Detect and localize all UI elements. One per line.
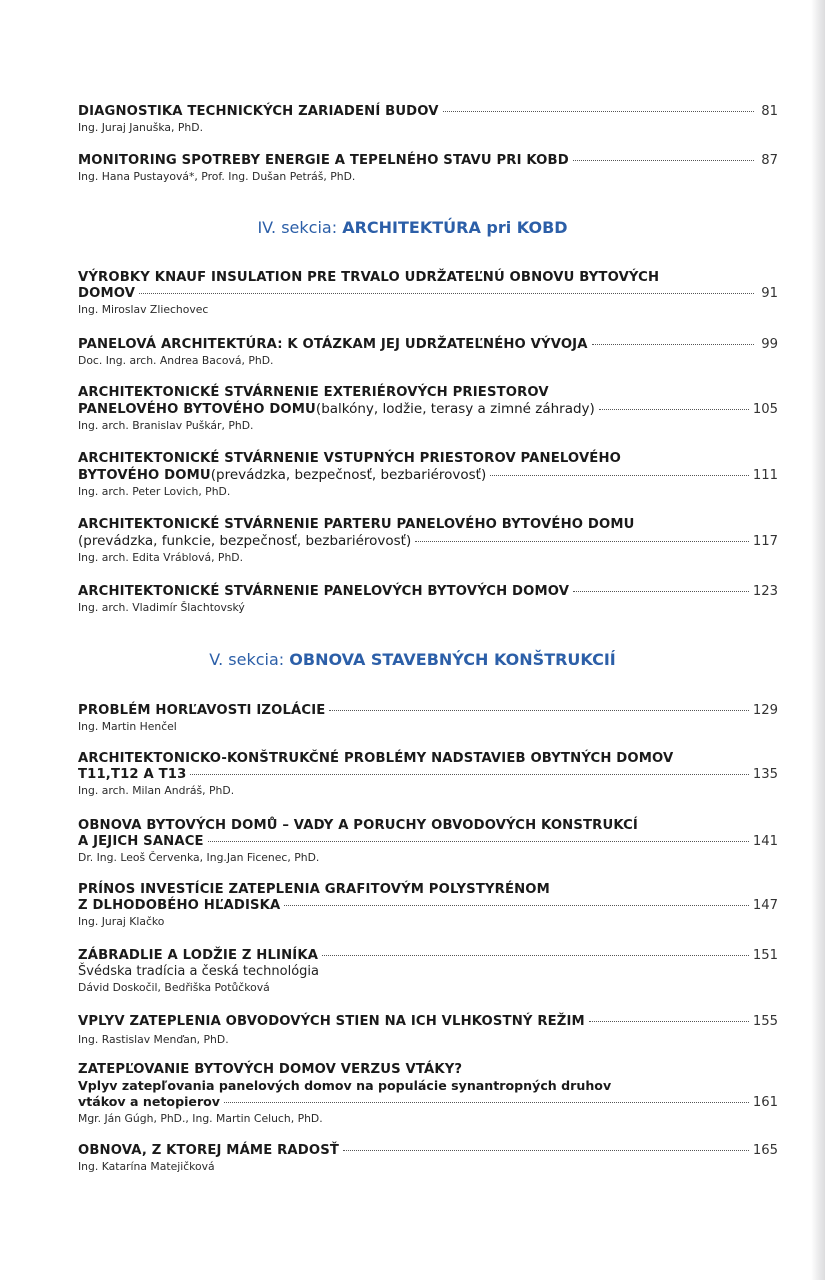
dot-leader <box>343 1150 749 1151</box>
page-number: 81 <box>761 104 778 119</box>
section-heading <box>0 650 825 669</box>
toc-authors: Ing. arch. Peter Lovich, PhD. <box>78 485 231 498</box>
toc-authors: Ing. Rastislav Menďan, PhD. <box>78 1033 229 1046</box>
toc-title-line <box>78 898 778 914</box>
toc-title-line <box>78 584 778 600</box>
toc-title: MONITORING SPOTREBY ENERGIE A TEPELNÉHO STAVU PRI KOBD <box>78 153 569 168</box>
toc-title-suffix: (prevádzka, funkcie, bezpečnosť, bezbariérovosť) <box>78 533 412 549</box>
dot-leader <box>490 475 749 476</box>
toc-title-line <box>78 270 778 286</box>
toc-title: VPLYV ZATEPLENIA OBVODOVÝCH STIEN NA ICH VLHKOSTNÝ REŽIM <box>78 1014 585 1029</box>
toc-authors: Dr. Ing. Leoš Červenka, Ing.Jan Ficenec, PhD. <box>78 851 320 864</box>
toc-authors: Ing. Juraj Klačko <box>78 915 165 928</box>
toc-title-suffix: (prevádzka, bezpečnosť, bezbariérovosť) <box>210 467 487 483</box>
toc-title-line <box>78 385 778 401</box>
toc-entry <box>78 948 778 995</box>
toc-title-line <box>78 1094 778 1111</box>
toc-entry <box>78 104 778 135</box>
toc-title-line <box>78 834 778 850</box>
toc-title: ARCHITEKTONICKÉ STVÁRNENIE PARTERU PANELOVÉHO BYTOVÉHO DOMU <box>78 517 635 532</box>
toc-authors: Ing. Miroslav Zliechovec <box>78 303 209 316</box>
toc-title: ARCHITEKTONICKÉ STVÁRNENIE EXTERIÉROVÝCH PRIESTOROV <box>78 385 549 400</box>
toc-authors: Ing. arch. Vladimír Šlachtovský <box>78 601 245 614</box>
toc-title-line <box>78 818 778 834</box>
toc-title-line <box>78 467 778 484</box>
toc-title: PROBLÉM HORĽAVOSTI IZOLÁCIE <box>78 703 326 718</box>
toc-title-line <box>78 767 778 783</box>
page-number: 91 <box>761 286 778 301</box>
dot-leader <box>599 409 749 410</box>
toc-title-line <box>78 401 778 418</box>
toc-authors: Doc. Ing. arch. Andrea Bacová, PhD. <box>78 354 274 367</box>
toc-title-line <box>78 948 778 964</box>
toc-title: BYTOVÉHO DOMU <box>78 468 211 483</box>
page-number: 111 <box>752 468 778 483</box>
toc-authors: Ing. Juraj Januška, PhD. <box>78 121 204 134</box>
toc-title: OBNOVA, Z KTOREJ MÁME RADOSŤ <box>78 1143 340 1158</box>
section-heading <box>0 218 825 237</box>
dot-leader <box>139 293 754 294</box>
toc-title-line <box>78 517 778 533</box>
toc-authors: Ing. Martin Henčel <box>78 720 177 733</box>
toc-title: A JEJICH SANACE <box>78 834 204 849</box>
toc-title-line <box>78 533 778 550</box>
dot-leader <box>190 774 748 775</box>
toc-authors: Ing. arch. Branislav Puškár, PhD. <box>78 419 254 432</box>
toc-entry <box>78 517 778 565</box>
page-number: 135 <box>752 767 778 782</box>
toc-title: OBNOVA BYTOVÝCH DOMŮ – VADY A PORUCHY OBVODOVÝCH KONSTRUKCÍ <box>78 818 638 833</box>
toc-title: DOMOV <box>78 286 136 301</box>
toc-title: DIAGNOSTIKA TECHNICKÝCH ZARIADENÍ BUDOV <box>78 104 439 119</box>
toc-entry <box>78 153 778 184</box>
dot-leader <box>592 344 754 345</box>
dot-leader <box>208 841 749 842</box>
section-prefix: V. sekcia: <box>209 650 290 669</box>
page-number: 105 <box>752 402 778 417</box>
toc-authors: Mgr. Ján Gúgh, PhD., Ing. Martin Celuch, PhD. <box>78 1112 323 1125</box>
toc-authors: Ing. arch. Milan Andráš, PhD. <box>78 784 235 797</box>
page-number: 123 <box>752 584 778 599</box>
dot-leader <box>573 160 754 161</box>
toc-title-line <box>78 1014 778 1030</box>
toc-authors: Dávid Doskočil, Bedřiška Potůčková <box>78 981 270 994</box>
toc-title-line <box>78 104 778 120</box>
toc-entry <box>78 451 778 499</box>
toc-title: ARCHITEKTONICKO-KONŠTRUKČNÉ PROBLÉMY NADSTAVIEB OBYTNÝCH DOMOV <box>78 751 674 766</box>
toc-title: ZÁBRADLIE A LODŽIE Z HLINÍKA <box>78 948 319 963</box>
dot-leader <box>415 541 749 542</box>
toc-title: PANELOVÁ ARCHITEKTÚRA: K OTÁZKAM JEJ UDRŽATEĽNÉHO VÝVOJA <box>78 337 588 352</box>
dot-leader <box>224 1102 749 1103</box>
toc-entry <box>78 1062 778 1126</box>
toc-title-line <box>78 1143 778 1159</box>
toc-entry <box>78 385 778 433</box>
dot-leader <box>329 710 748 711</box>
toc-title-line <box>78 337 778 353</box>
page-number: 165 <box>752 1143 778 1158</box>
toc-title: VÝROBKY KNAUF INSULATION PRE TRVALO UDRŽATEĽNÚ OBNOVU BYTOVÝCH <box>78 270 660 285</box>
page-number: 99 <box>761 337 778 352</box>
page-number: 117 <box>752 534 778 549</box>
toc-title-line <box>78 1062 778 1078</box>
page-number: 87 <box>761 153 778 168</box>
section-name: OBNOVA STAVEBNÝCH KONŠTRUKCIÍ <box>289 650 616 669</box>
toc-title-line <box>78 153 778 169</box>
toc-title: ARCHITEKTONICKÉ STVÁRNENIE VSTUPNÝCH PRIESTOROV PANELOVÉHO <box>78 451 622 466</box>
toc-title-line <box>78 882 778 898</box>
toc-title-line <box>78 286 778 302</box>
toc-title-suffix: (balkóny, lodžie, terasy a zimné záhrady) <box>315 401 595 417</box>
toc-entry <box>78 818 778 865</box>
toc-authors: Ing. Katarína Matejičková <box>78 1160 215 1173</box>
dot-leader <box>322 955 749 956</box>
toc-title-line <box>78 451 778 467</box>
toc-entry <box>78 584 778 615</box>
toc-entry <box>78 1143 778 1174</box>
dot-leader <box>589 1021 749 1022</box>
toc-entry <box>78 751 778 798</box>
toc-title: ZATEPĽOVANIE BYTOVÝCH DOMOV VERZUS VTÁKY? <box>78 1062 463 1077</box>
toc-entry <box>78 703 778 734</box>
toc-subtitle: Švédska tradícia a česká technológia <box>78 964 319 979</box>
dot-leader <box>573 591 749 592</box>
page-number: 129 <box>752 703 778 718</box>
dot-leader <box>443 111 754 112</box>
toc-entry <box>78 1014 778 1047</box>
page-number: 151 <box>752 948 778 963</box>
toc-title: Z DLHODOBÉHO HĽADISKA <box>78 898 281 913</box>
toc-title-line <box>78 703 778 719</box>
dot-leader <box>284 905 748 906</box>
toc-entry <box>78 337 778 368</box>
section-name: ARCHITEKTÚRA pri KOBD <box>342 218 568 237</box>
page-edge-shadow <box>811 0 825 1280</box>
toc-title: PANELOVÉHO BYTOVÉHO DOMU <box>78 402 316 417</box>
toc-subtitle: vtákov a netopierov <box>78 1094 221 1109</box>
toc-authors: Ing. arch. Edita Vráblová, PhD. <box>78 551 244 564</box>
section-prefix: IV. sekcia: <box>257 218 343 237</box>
page-number: 155 <box>752 1014 778 1029</box>
toc-title: PRÍNOS INVESTÍCIE ZATEPLENIA GRAFITOVÝM POLYSTYRÉNOM <box>78 882 550 897</box>
toc-authors: Ing. Hana Pustayová*, Prof. Ing. Dušan Petráš, PhD. <box>78 170 356 183</box>
toc-entry <box>78 270 778 317</box>
page-number: 147 <box>752 898 778 913</box>
page-number: 161 <box>752 1095 778 1110</box>
toc-subtitle: Vplyv zatepľovania panelových domov na populácie synantropných druhov <box>78 1078 612 1093</box>
toc-title: T11,T12 A T13 <box>78 767 187 782</box>
toc-entry <box>78 882 778 929</box>
page-number: 141 <box>752 834 778 849</box>
toc-title-line <box>78 751 778 767</box>
toc-title: ARCHITEKTONICKÉ STVÁRNENIE PANELOVÝCH BYTOVÝCH DOMOV <box>78 584 570 599</box>
